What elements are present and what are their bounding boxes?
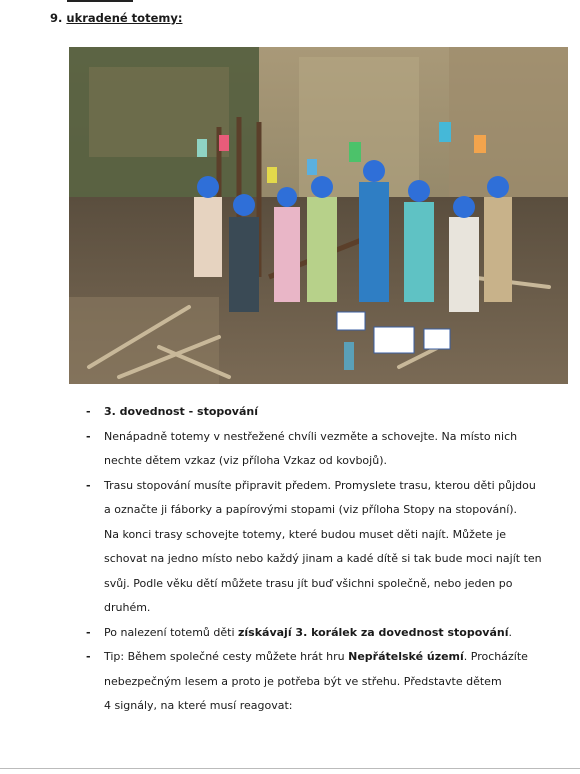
list-item <box>86 474 556 621</box>
list-item-title: 3. dovednost - stopování <box>104 405 259 418</box>
text-run: . <box>508 625 512 639</box>
list-item <box>86 621 556 646</box>
text-run: Tip: Během společné cesty můžete hrát hru <box>104 650 349 663</box>
top-rule <box>67 0 133 2</box>
list-item-line <box>104 621 556 646</box>
section-number: 9. <box>50 11 63 25</box>
list-item-line: nechte dětem vzkaz (viz příloha Vzkaz od kovbojů). <box>104 454 387 467</box>
photo-illustration <box>69 47 568 384</box>
list-item-line: Trasu stopování musíte připravit předem. Promyslete trasu, kterou děti půjdou <box>104 478 536 492</box>
list-dash: - <box>86 650 91 663</box>
section-title: ukradené totemy: <box>66 11 183 25</box>
bold-text-run: Nepřátelské území <box>348 650 464 663</box>
list-item-line: Nenápadně totemy v nestřežené chvíli vezměte a schovejte. Na místo nich <box>104 429 518 443</box>
list-item <box>86 400 556 425</box>
page-bottom-rule <box>0 768 580 769</box>
bullet-list <box>86 400 556 719</box>
list-dash: - <box>86 405 91 418</box>
section-heading <box>50 11 182 25</box>
list-item-line: Na konci trasy schovejte totemy, které budou muset děti najít. Můžete je <box>104 527 507 541</box>
list-dash: - <box>86 625 91 639</box>
list-dash: - <box>86 478 91 492</box>
list-item-line: schovat na jedno místo nebo každý jinam a kadé dítě si tak bude moci najít ten <box>104 552 542 565</box>
bold-text-run: získávají 3. korálek za dovednost stopování <box>238 625 509 639</box>
text-run: Po nalezení totemů děti <box>104 625 238 639</box>
list-item-line: svůj. Podle věku dětí můžete trasu jít buď všichni společně, nebo jeden po <box>104 576 513 590</box>
list-item-line: nebezpečným lesem a proto je potřeba být ve střehu. Představte dětem <box>104 674 502 688</box>
list-item-line <box>104 645 556 670</box>
list-item <box>86 425 556 474</box>
list-item-line: a označte ji fáborky a papírovými stopami (viz příloha Stopy na stopování). <box>104 503 518 516</box>
list-item-line: 4 signály, na které musí reagovat: <box>104 699 293 712</box>
list-item-line: druhém. <box>104 601 151 614</box>
list-item <box>86 645 556 719</box>
text-run: . Procházíte <box>463 650 528 663</box>
list-dash: - <box>86 429 91 443</box>
children-with-totems-photo <box>69 47 568 384</box>
